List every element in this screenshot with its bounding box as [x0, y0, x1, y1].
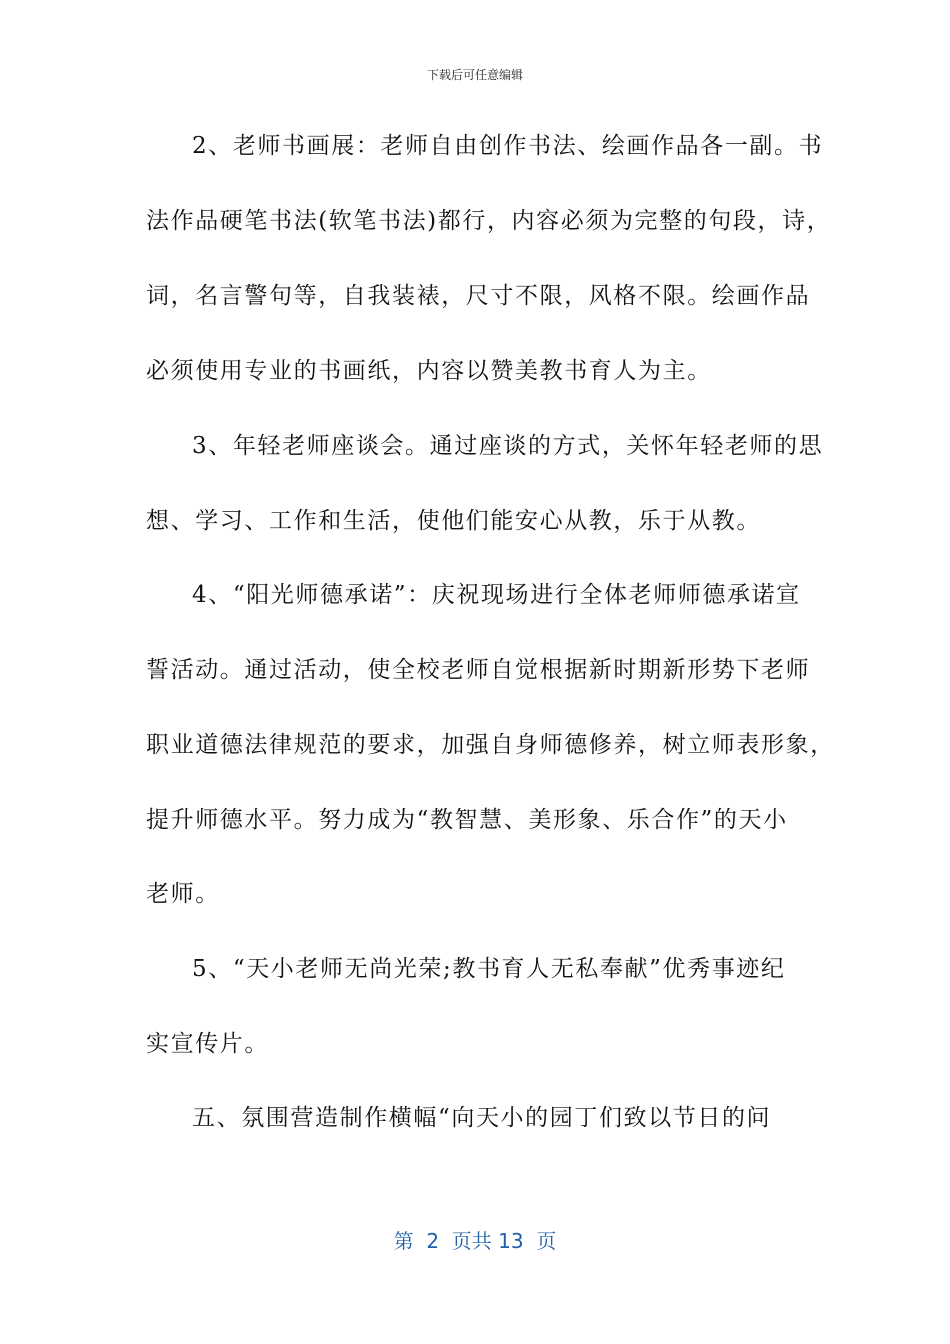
paragraph-line: 五、氛围营造制作横幅“向天小的园丁们致以节日的问	[192, 1105, 772, 1131]
page-number-label: 第 2 页共 13 页	[393, 1229, 557, 1253]
paragraph-line: 5、“天小老师无尚光荣;教书育人无私奉献”优秀事迹纪	[192, 956, 786, 982]
paragraph-line: 提升师德水平。努力成为“教智慧、美形象、乐合作”的天小	[146, 807, 788, 833]
paragraph-line: 法作品硬笔书法(软笔书法)都行，内容必须为完整的句段，诗，	[146, 208, 832, 234]
page-footer	[0, 1225, 950, 1254]
paragraph-line: 实宣传片。	[146, 1031, 269, 1057]
paragraph-line: 词，名言警句等，自我装裱，尺寸不限，风格不限。绘画作品	[146, 283, 811, 309]
paragraph-line: 誓活动。通过活动，使全校老师自觉根据新时期新形势下老师	[146, 657, 811, 683]
header-note: 下载后可任意编辑	[426, 68, 523, 82]
paragraph-line: 老师。	[146, 881, 220, 907]
paragraph-line: 4、“阳光师德承诺”：庆祝现场进行全体老师师德承诺宣	[192, 582, 801, 608]
paragraph-line: 必须使用专业的书画纸，内容以赞美教书育人为主。	[146, 358, 712, 384]
paragraph-line: 3、年轻老师座谈会。通过座谈的方式，关怀年轻老师的思	[192, 433, 824, 459]
paragraph-line: 职业道德法律规范的要求，加强自身师德修养，树立师表形象，	[146, 732, 835, 758]
paragraph-line: 2、老师书画展：老师自由创作书法、绘画作品各一副。书	[192, 133, 824, 159]
paragraph-line: 想、学习、工作和生活，使他们能安心从教，乐于从教。	[146, 508, 761, 534]
